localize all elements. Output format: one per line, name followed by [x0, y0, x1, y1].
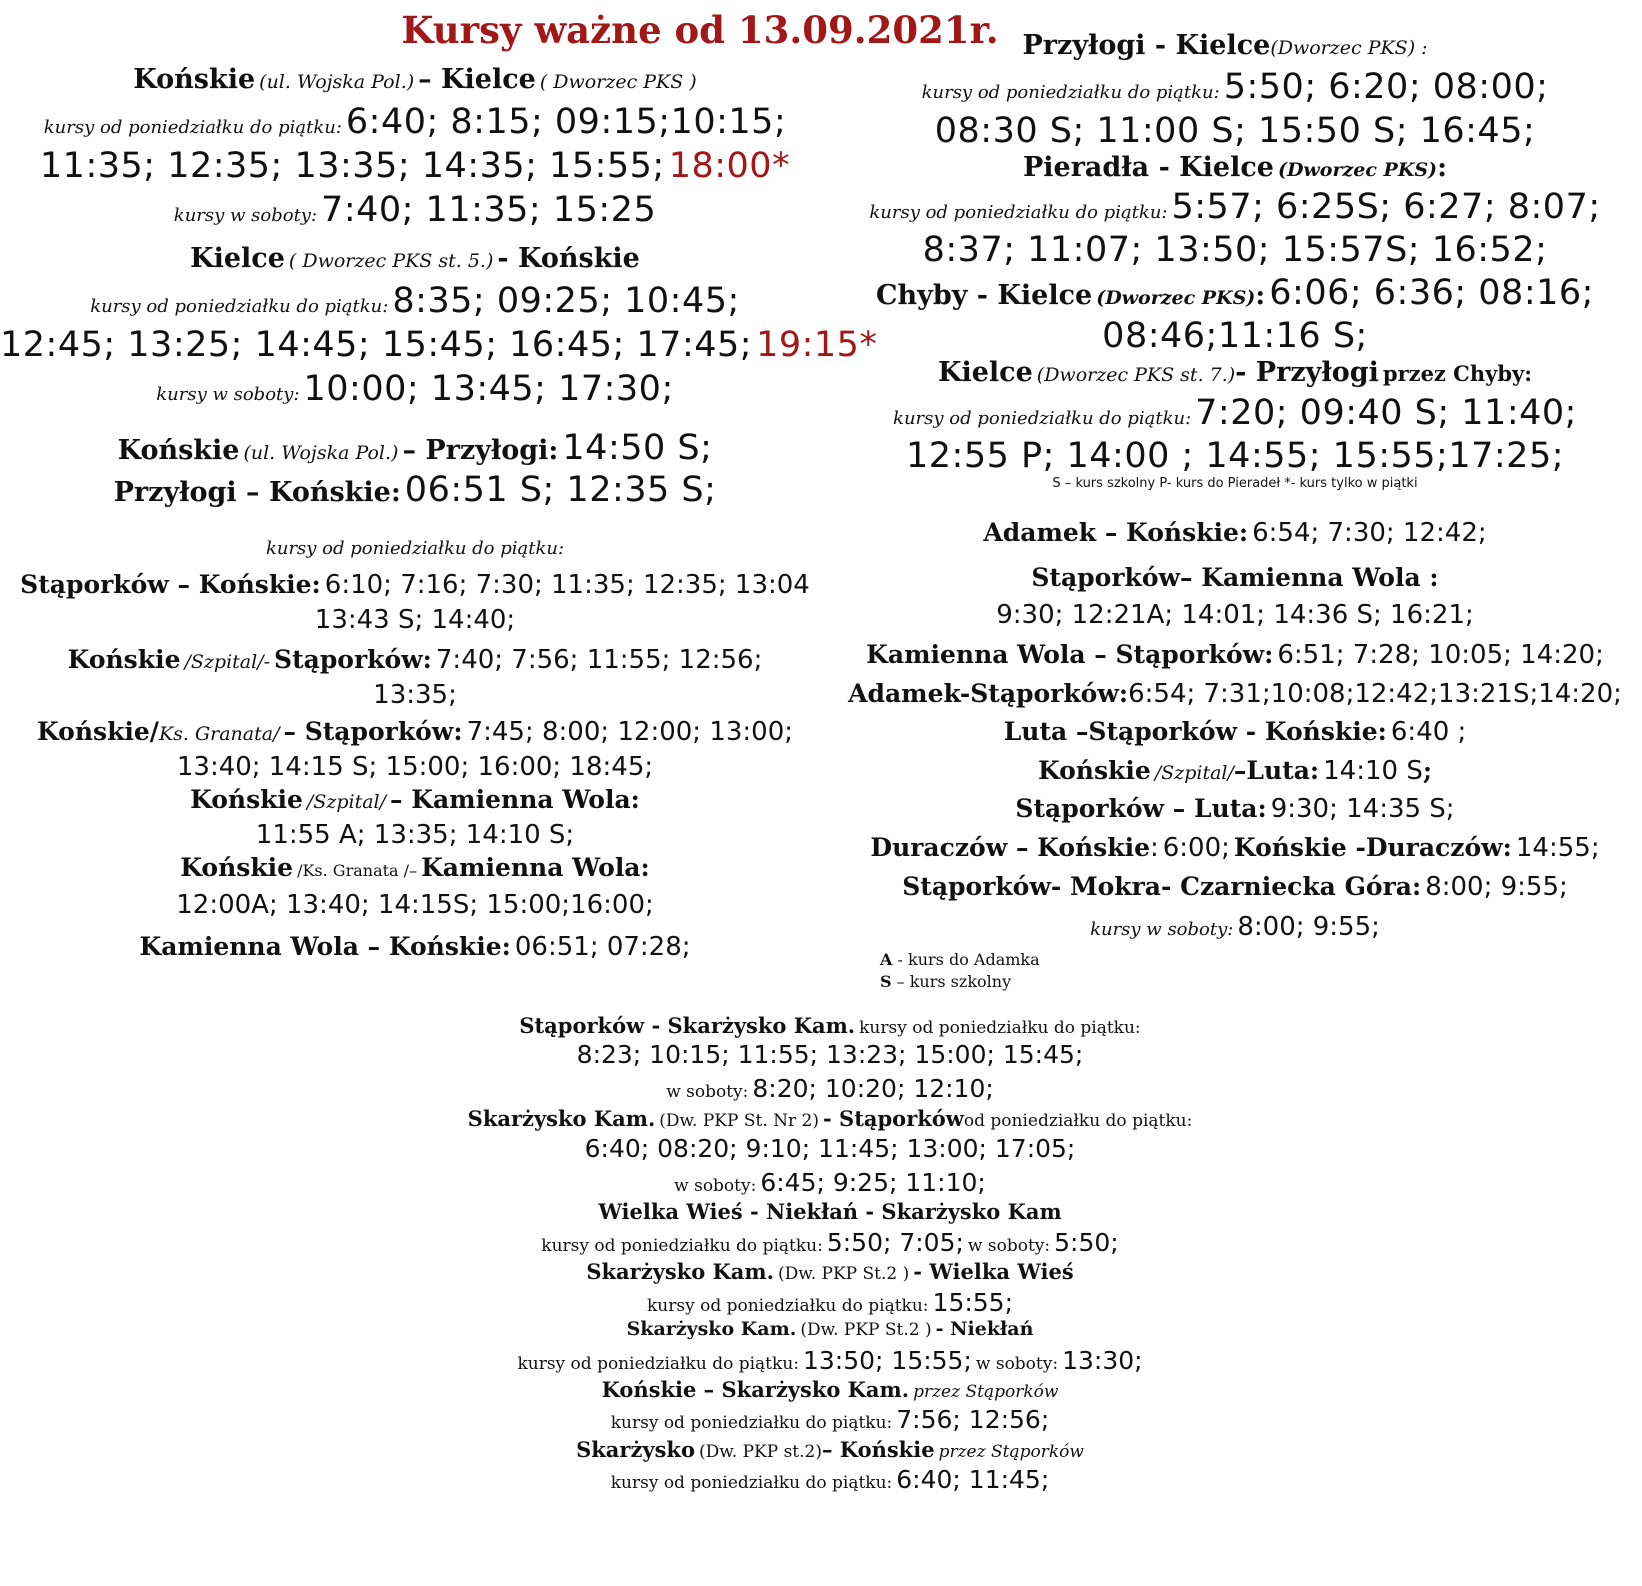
- weekday-label: kursy od poniedziałku do piątku:: [541, 1236, 823, 1256]
- route-to: - Przyłogi: [1235, 357, 1379, 388]
- times: 8:00; 9:55;: [1425, 872, 1568, 902]
- timetable-line: [330, 1168, 1330, 1197]
- route-note: ( Dworzec PKS ): [539, 71, 697, 93]
- route-name: Stąporków– Kamienna Wola :: [1031, 563, 1439, 592]
- weekday-label: kursy od poniedziałku do piątku:: [859, 1018, 1141, 1038]
- timetable-line: [330, 1074, 1330, 1103]
- weekday-label: kursy od poniedziałku do piątku:: [610, 1473, 893, 1493]
- route-note: /Szpital/: [1154, 762, 1234, 784]
- page-title: Kursy ważne od 13.09.2021r.: [401, 8, 999, 52]
- route-from: Końskie: [67, 645, 181, 674]
- route-note: (Dw. PKP St.2 ): [800, 1320, 932, 1340]
- times: 11:35; 12:35; 13:35; 14:35; 15:55;: [39, 146, 665, 186]
- route-from: Kielce: [190, 243, 285, 274]
- route-staporkow-skarzysko: [330, 1013, 1330, 1038]
- route-note: (Dw. PKP St. Nr 2): [659, 1111, 819, 1131]
- saturday-label: w soboty:: [975, 1354, 1059, 1374]
- saturday-label: kursy w soboty:: [1090, 919, 1234, 940]
- route-name: Wielka Wieś - Niekłań - Skarżysko Kam: [598, 1199, 1062, 1224]
- times: 6:40; 11:45;: [896, 1465, 1050, 1494]
- weekday-label: kursy od poniedziałku do piątku:: [610, 1413, 893, 1433]
- times: 13:35;: [373, 680, 457, 710]
- weekday-label: od poniedziałku do piątku:: [963, 1111, 1193, 1131]
- times: 13:50; 15:55;: [803, 1346, 972, 1375]
- route-name: Kamienna Wola – Stąporków:: [866, 640, 1274, 669]
- route-from: Końskie: [1037, 756, 1151, 785]
- saturday-label: w soboty:: [666, 1082, 749, 1102]
- times: 06:51; 07:28;: [514, 932, 691, 962]
- route-via: przez Stąporków: [938, 1442, 1084, 1462]
- times: 12:45; 13:25; 14:45; 15:45; 16:45; 17:45;: [0, 325, 753, 365]
- times: 6:00;: [1162, 833, 1230, 863]
- route-from: Końskie: [133, 64, 256, 95]
- timetable-line: [330, 1134, 1330, 1163]
- route-from: Skarżysko Kam.: [586, 1259, 774, 1284]
- weekday-label: kursy od poniedziałku do piątku:: [921, 82, 1220, 103]
- weekday-label: kursy od poniedziałku do piątku:: [90, 296, 389, 317]
- times: 14:55;: [1515, 833, 1600, 863]
- route-name: Końskie -Duraczów:: [1233, 833, 1512, 862]
- weekday-label: kursy od poniedziałku do piątku:: [265, 538, 565, 559]
- saturday-label: kursy w soboty:: [156, 384, 300, 405]
- route-to: – Końskie: [821, 1437, 935, 1462]
- times: 08:46;11:16 S;: [1102, 316, 1368, 356]
- weekday-label: kursy od poniedziałku do piątku:: [646, 1296, 929, 1316]
- route-to: - Niekłań: [935, 1318, 1034, 1340]
- route-name: Adamek – Końskie:: [983, 518, 1249, 547]
- route-to: – Przyłogi:: [402, 435, 559, 466]
- route-name: Pieradła - Kielce: [1022, 152, 1274, 183]
- times: 6:54; 7:31;10:08;12:42;13:21S;14:20;: [1128, 679, 1622, 709]
- timetable-line: [330, 1288, 1330, 1317]
- times: 9:30; 12:21A; 14:01; 14:36 S; 16:21;: [996, 600, 1474, 630]
- route-skarzysko-wielka-wies: [330, 1259, 1330, 1284]
- times: 5:50;: [1054, 1228, 1119, 1257]
- legend-text: - kurs do Adamka: [892, 950, 1040, 969]
- times: 6:10; 7:16; 7:30; 11:35; 12:35; 13:04: [324, 570, 810, 600]
- route-via: przez Chyby:: [1382, 361, 1532, 386]
- times: 6:54; 7:30; 12:42;: [1252, 518, 1487, 548]
- timetable-line: [330, 1346, 1330, 1375]
- route-skarzysko-konskie: [330, 1437, 1330, 1462]
- timetable-line: [330, 1228, 1330, 1257]
- colon: :: [1255, 280, 1266, 311]
- colon: :: [1149, 833, 1159, 863]
- legend-text: – kurs szkolny: [891, 972, 1012, 991]
- route-name: Stąporków – Końskie:: [20, 570, 321, 599]
- times: 10:00; 13:45; 17:30;: [303, 369, 674, 409]
- route-name: Kamienna Wola – Końskie:: [139, 932, 511, 961]
- route-via: przez Stąporków: [913, 1382, 1059, 1402]
- route-from: Kielce: [938, 357, 1033, 388]
- times: 7:45; 8:00; 12:00; 13:00;: [466, 717, 794, 747]
- times: 6:51; 7:28; 10:05; 14:20;: [1277, 640, 1604, 670]
- route-konskie-skarzysko: [330, 1377, 1330, 1402]
- route-skarzysko-nieklan: [330, 1318, 1330, 1340]
- semicolon: ;: [1422, 756, 1433, 785]
- times: 5:50; 6:20; 08:00;: [1223, 67, 1549, 107]
- times: 6:40; 08:20; 9:10; 11:45; 13:00; 17:05;: [584, 1134, 1076, 1163]
- times: 7:40; 11:35; 15:25: [321, 190, 657, 230]
- times: 6:45; 9:25; 11:10;: [760, 1168, 986, 1197]
- times: 6:06; 6:36; 08:16;: [1269, 273, 1594, 313]
- times: 7:40; 7:56; 11:55; 12:56;: [435, 645, 763, 675]
- bottom-section: [330, 0, 1330, 1586]
- times: 8:20; 10:20; 12:10;: [752, 1074, 994, 1103]
- route-note: (ul. Wojska Pol.): [259, 71, 415, 93]
- route-name: Stąporków – Luta:: [1015, 794, 1267, 823]
- route-from: Końskie: [180, 853, 294, 882]
- saturday-label: w soboty:: [967, 1236, 1051, 1256]
- route-name: Luta –Stąporków - Końskie:: [1003, 717, 1387, 746]
- route-name: Stąporków - Skarżysko Kam.: [519, 1013, 856, 1038]
- weekday-label: kursy od poniedziałku do piątku:: [869, 202, 1168, 223]
- route-note: /Szpital/: [306, 791, 387, 813]
- route-to: – Stąporków:: [283, 717, 463, 746]
- times: 8:37; 11:07; 13:50; 15:57S; 16:52;: [922, 230, 1548, 270]
- times: 8:23; 10:15; 11:55; 13:23; 15:00; 15:45;: [576, 1040, 1084, 1069]
- route-name: Adamek-Stąporków:: [848, 679, 1129, 708]
- route-note: (ul. Wojska Pol.): [243, 442, 399, 464]
- route-note: /Szpital/-: [184, 651, 271, 673]
- route-to: - Wielka Wieś: [913, 1259, 1074, 1284]
- times: 7:56; 12:56;: [896, 1405, 1050, 1434]
- saturday-label: w soboty:: [674, 1176, 757, 1196]
- times: 12:55 P; 14:00 ; 14:55; 15:55;17:25;: [905, 436, 1564, 476]
- times: 13:43 S; 14:40;: [314, 605, 516, 635]
- route-note: /Ks. Granata /–: [297, 861, 418, 880]
- route-note: Ks. Granata/: [158, 723, 280, 745]
- route-to: - Stąporków: [823, 1106, 964, 1131]
- times: 12:00A; 13:40; 14:15S; 15:00;16:00;: [176, 890, 654, 920]
- legend-key: A: [880, 950, 893, 969]
- route-to: - Końskie: [497, 243, 640, 274]
- route-note: (Dworzec PKS): [1277, 159, 1438, 181]
- route-name: Duraczów – Końskie: [870, 833, 1150, 862]
- times: 5:50; 7:05;: [826, 1228, 964, 1257]
- saturday-label: kursy w soboty:: [173, 205, 318, 226]
- friday-only-time: 19:15*: [756, 325, 878, 365]
- route-note: ( Dworzec PKS st. 5.): [288, 250, 494, 272]
- timetable-line: [330, 1040, 1330, 1069]
- route-from: Skarżysko: [576, 1437, 695, 1462]
- route-from: Skarżysko Kam.: [467, 1106, 656, 1131]
- times: 13:40; 14:15 S; 15:00; 16:00; 18:45;: [176, 752, 654, 782]
- route-skarzysko-staporkow: [330, 1106, 1330, 1131]
- route-name: Końskie – Skarżysko Kam.: [601, 1377, 910, 1402]
- route-note: (Dw. PKP st.2): [698, 1442, 822, 1462]
- times: 14:10 S: [1323, 756, 1423, 786]
- route-from: Końskie: [190, 785, 303, 814]
- timetable-line: [330, 1405, 1330, 1434]
- times: 8:35; 09:25; 10:45;: [392, 281, 740, 321]
- route-from: Skarżysko Kam.: [626, 1318, 797, 1340]
- friday-only-time: 18:00*: [668, 146, 791, 186]
- colon: :: [1437, 152, 1448, 183]
- route-note: (Dworzec PKS) :: [1270, 37, 1428, 59]
- weekday-label: kursy od poniedziałku do piątku:: [893, 408, 1192, 429]
- times: 11:55 A; 13:35; 14:10 S;: [255, 820, 575, 850]
- route-name: Stąporków- Mokra- Czarniecka Góra:: [902, 872, 1422, 901]
- route-to: Stąporków:: [274, 645, 432, 674]
- times: 6:40; 8:15; 09:15;10:15;: [345, 102, 787, 142]
- route-note: (Dw. PKP St.2 ): [777, 1264, 910, 1284]
- times: 13:30;: [1062, 1346, 1143, 1375]
- route-from: Końskie: [117, 435, 240, 466]
- times: 15:55;: [932, 1288, 1014, 1317]
- route-to: – Kielce: [418, 64, 536, 95]
- times: 5:57; 6:25S; 6:27; 8:07;: [1171, 187, 1601, 227]
- timetable-line: [330, 1465, 1330, 1494]
- route-to: Kamienna Wola:: [421, 853, 650, 882]
- route-wielka-wies-skarzysko: [330, 1199, 1330, 1224]
- times: 08:30 S; 11:00 S; 15:50 S; 16:45;: [934, 111, 1536, 151]
- weekday-label: kursy od poniedziałku do piątku:: [517, 1354, 799, 1374]
- route-note: (Dworzec PKS st. 7.): [1036, 364, 1236, 386]
- times: 06:51 S; 12:35 S;: [404, 470, 717, 510]
- footnote: S – kurs szkolny P- kurs do Pieradeł *- kurs tylko w piątki: [1052, 476, 1418, 491]
- times: 8:00; 9:55;: [1237, 912, 1380, 942]
- route-to: – Kamienna Wola:: [390, 785, 640, 814]
- route-note: (Dworzec PKS): [1096, 287, 1256, 309]
- route-name: Chyby - Kielce: [876, 280, 1093, 311]
- route-from: Końskie/: [36, 717, 159, 746]
- times: 9:30; 14:35 S;: [1270, 794, 1455, 824]
- times: 14:50 S;: [562, 428, 713, 468]
- times: 6:40 ;: [1390, 717, 1467, 747]
- times: 7:20; 09:40 S; 11:40;: [1195, 393, 1577, 433]
- legend-key: S: [880, 972, 892, 991]
- route-name: Przyłogi – Końskie:: [113, 477, 401, 508]
- route-to: –Luta:: [1233, 756, 1320, 785]
- route-name: Przyłogi - Kielce: [1022, 30, 1271, 61]
- weekday-label: kursy od poniedziałku do piątku:: [43, 117, 342, 138]
